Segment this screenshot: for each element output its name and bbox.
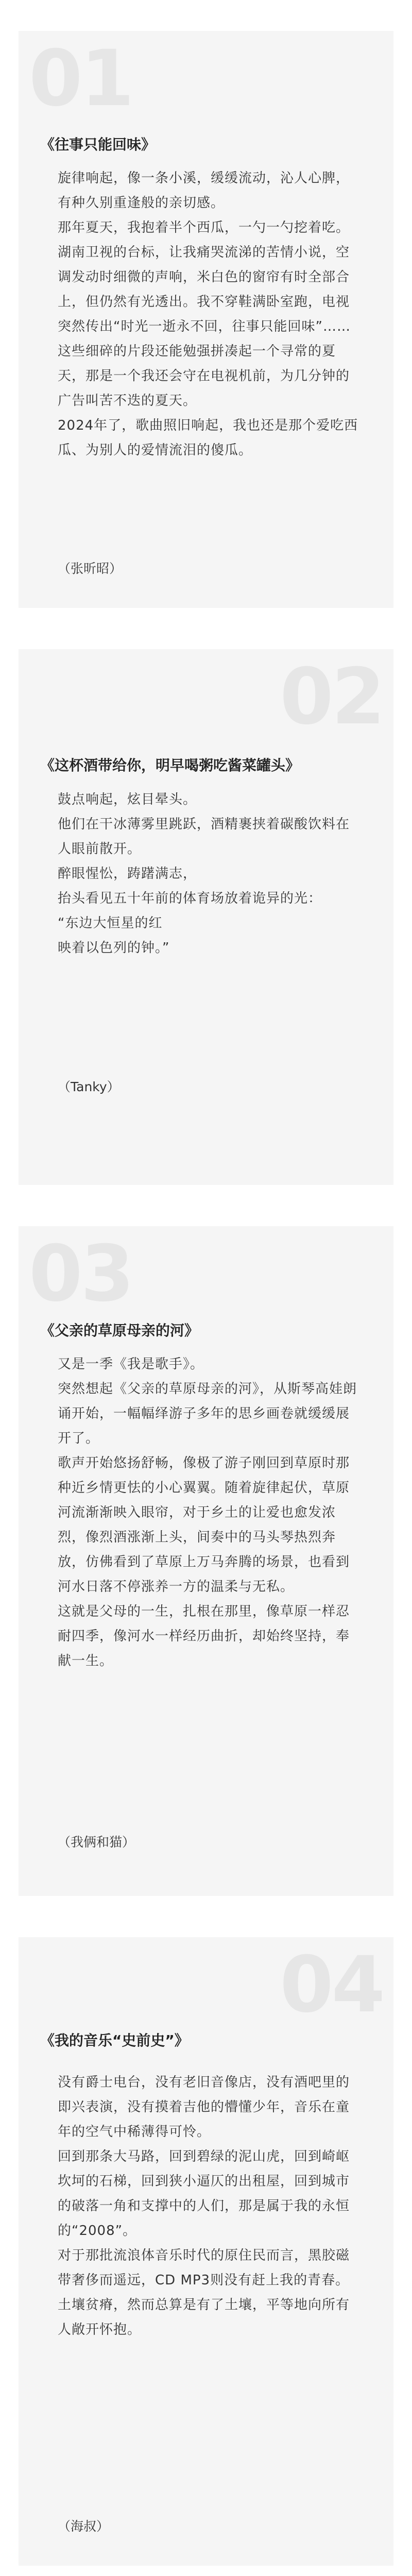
author: （张昕昭） xyxy=(58,561,123,576)
section-body xyxy=(58,166,363,463)
section-title: 《我的音乐“史前史”》 xyxy=(40,2032,189,2049)
paragraph: 突然想起《父亲的草原母亲的河》，从斯琴高娃朗诵开始，一幅幅绎游子多年的思乡画卷就缓缓展开了。 xyxy=(58,1381,357,1446)
paragraph: 抬头看见五十年前的体育场放着诡异的光： xyxy=(58,891,322,906)
section-body xyxy=(58,1352,363,1673)
paragraph: 土壤贫瘠，然而总算是有了土壤，平等地向所有人敞开怀抱。 xyxy=(58,2297,350,2337)
section-2 xyxy=(19,649,393,1185)
paragraph: 对于那批流浪体音乐时代的原住民而言，黑胶磁带奢侈而遥远，CD MP3则没有赶上我的青春。 xyxy=(58,2248,350,2288)
paragraph: 他们在干冰薄雾里跳跃，酒精裹挟着碳酸饮料在人眼前散开。 xyxy=(58,817,350,857)
paragraph: 旋律响起，像一条小溪，缓缓流动，沁人心脾，有种久别重逢般的亲切感。 xyxy=(58,171,350,211)
author: （海叔） xyxy=(58,2519,110,2534)
paragraph: 没有爵士电台，没有老旧音像店，没有酒吧里的即兴表演，没有摸着吉他的懵懂少年，音乐在童年的空气中稀薄得可怜。 xyxy=(58,2075,350,2140)
paragraph: 那年夏天，我抱着半个西瓜，一勺一勺挖着吃。湖南卫视的台标，让我痛哭流涕的苦情小说，空调发动时细微的声响，米白色的窗帘有时全部合上，但仍然有光透出。我不穿鞋满卧室跑，电视突然传出“时光一逝永不回，往事只能回味”…… xyxy=(58,220,351,334)
paragraph: 这就是父母的一生，扎根在那里，像草原一样忍耐四季，像河水一样经历曲折，却始终坚持，奉献一生。 xyxy=(58,1604,350,1669)
paragraph: 又是一季《我是歌手》。 xyxy=(58,1357,204,1372)
section-title: 《这杯酒带给你，明早喝粥吃酱菜罐头》 xyxy=(40,757,300,774)
paragraph: 2024年了，歌曲照旧响起，我也还是那个爱吃西瓜、为别人的爱情流泪的傻瓜。 xyxy=(58,418,358,458)
section-number: 01 xyxy=(29,34,132,124)
paragraph: 醉眼惺忪，踌躇满志， xyxy=(58,866,197,882)
section-number: 02 xyxy=(280,652,383,742)
paragraph: 这些细碎的片段还能勉强拼凑起一个寻常的夏天，那是一个我还会守在电视机前，为几分钟的广告叫苦不迭的夏天。 xyxy=(58,344,350,409)
section-number: 03 xyxy=(29,1229,132,1319)
section-4 xyxy=(19,1937,393,2566)
section-1 xyxy=(19,31,393,608)
section-body xyxy=(58,787,363,960)
section-title: 《父亲的草原母亲的河》 xyxy=(40,1322,199,1339)
author: （Tanky） xyxy=(58,1079,120,1094)
section-title: 《往事只能回味》 xyxy=(40,136,156,153)
section-3 xyxy=(19,1226,393,1896)
section-body xyxy=(58,2070,363,2342)
paragraph: 歌声开始悠扬舒畅，像极了游子刚回到草原时那种近乡情更怯的小心翼翼。随着旋律起伏，草原河流渐渐映入眼帘，对于乡土的让爱也愈发浓烈，像烈酒涨渐上头，间奏中的马头琴热烈奔放，仿佛看到了草原上万马奔腾的场景，也看到河水日落不停涨养一方的温柔与无私。 xyxy=(58,1455,350,1595)
paragraph: 回到那条大马路，回到碧绿的泥山虎，回到崎岖坎坷的石梯，回到狭小逼仄的出租屋，回到城市的破落一角和支撑中的人们，那是属于我的永恒的“2008”。 xyxy=(58,2149,350,2239)
section-number: 04 xyxy=(280,1940,383,2030)
author: （我俩和猫） xyxy=(58,1835,135,1850)
paragraph: 鼓点响起，炫目晕头。 xyxy=(58,792,197,807)
quote: “东边大恒星的红 映着以色列的钟。” xyxy=(58,916,170,956)
